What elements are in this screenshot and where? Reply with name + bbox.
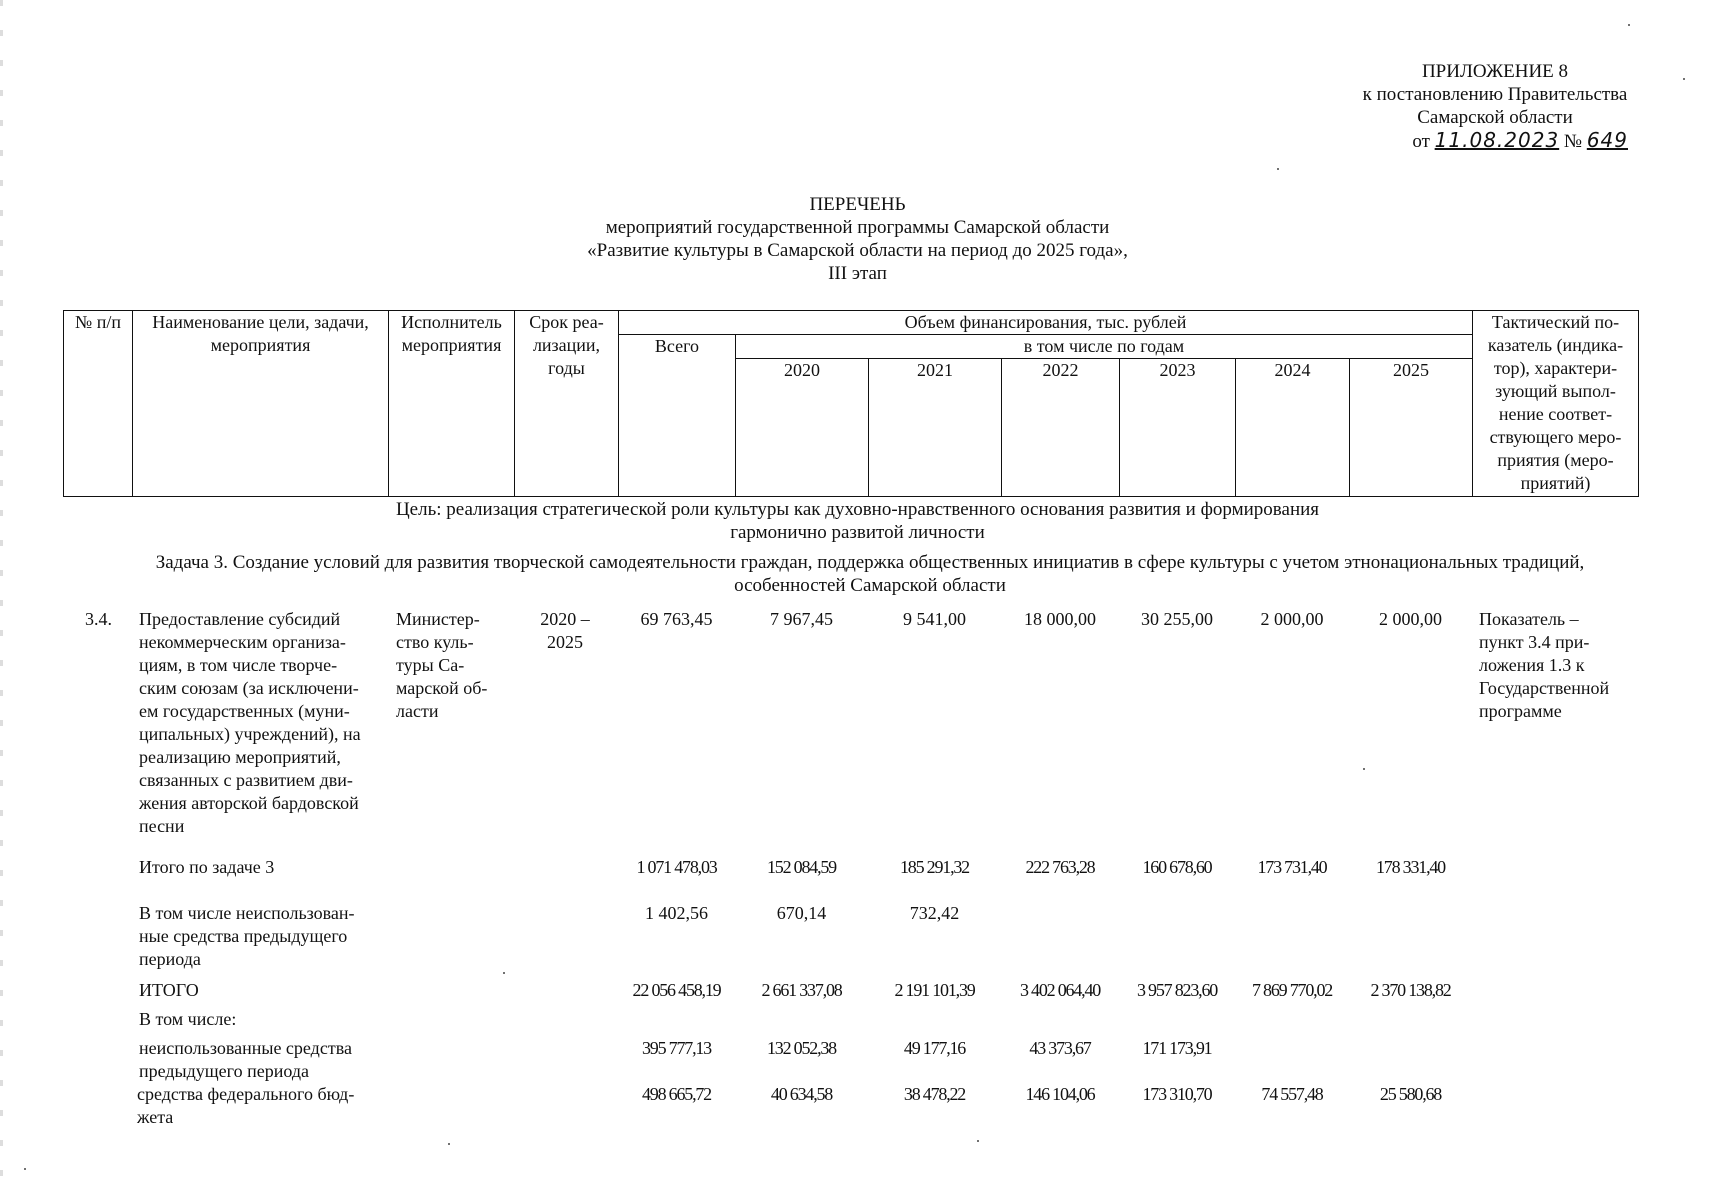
header-period-line: годы	[548, 358, 585, 378]
item-tactic-line: пункт 3.4 при-	[1479, 632, 1590, 652]
task-text	[60, 551, 1680, 597]
header-name-line: Наименование цели, задачи,	[152, 312, 369, 332]
item-executor	[396, 608, 516, 723]
item-name-line: некоммерческим организа-	[139, 632, 346, 652]
header-year: 2021	[869, 359, 1002, 497]
summary-value: 222 763,28	[1025, 857, 1095, 877]
summary-label-line: средства федерального бюд-	[137, 1084, 355, 1104]
number-prefix: №	[1563, 131, 1583, 152]
item-tactic-line: Государственной	[1479, 678, 1610, 698]
header-period-line: лизации,	[532, 335, 601, 355]
item-tactic	[1479, 608, 1659, 723]
goal-line: гармонично развитой личности	[730, 522, 985, 543]
summary-label: ИТОГО	[139, 980, 199, 1000]
summary-label-line: предыдущего периода	[139, 1061, 309, 1081]
item-name-line: ем государственных (муни-	[139, 701, 350, 721]
scan-speck	[1683, 78, 1685, 80]
item-name	[139, 608, 399, 838]
item-executor-line: туры Са-	[396, 655, 465, 675]
summary-label	[139, 902, 399, 971]
header-year: 2020	[736, 359, 869, 497]
summary-value: 171 173,91	[1142, 1038, 1212, 1058]
summary-value: 7 869 770,02	[1251, 980, 1333, 1000]
header-total: Всего	[619, 335, 736, 497]
item-name-line: реализацию мероприятий,	[139, 747, 341, 767]
summary-value: 178 331,40	[1375, 857, 1445, 877]
item-executor-line: ласти	[396, 701, 439, 721]
header-num: № п/п	[64, 311, 133, 497]
scan-speck	[503, 972, 505, 974]
task-line: особенностей Самарской области	[734, 575, 1006, 596]
item-name-line: связанных с развитием дви-	[139, 770, 353, 790]
appendix-line: к постановлению Правительства	[1362, 84, 1628, 105]
date-prefix: от	[1412, 131, 1430, 152]
header-tactic-line: казатель (индика-	[1487, 335, 1624, 355]
appendix-line: Самарской области	[1417, 107, 1573, 128]
scan-edge-artifact	[0, 0, 3, 1200]
header-year: 2022	[1002, 359, 1120, 497]
handwritten-date: 11.08.2023	[1434, 128, 1560, 152]
header-by-years: в том числе по годам	[736, 335, 1473, 359]
item-executor-line: марской об-	[396, 678, 488, 698]
header-table	[63, 310, 1639, 497]
summary-label	[137, 1083, 399, 1129]
summary-value: 173 310,70	[1142, 1084, 1212, 1104]
item-name-line: песни	[139, 816, 185, 836]
summary-label-line: ные средства предыдущего	[139, 926, 348, 946]
title-line: III этап	[828, 263, 887, 284]
summary-value: 160 678,60	[1142, 857, 1212, 877]
header-tactic	[1473, 311, 1639, 497]
scan-speck	[1277, 168, 1279, 170]
item-tactic-line: ложения 1.3 к	[1479, 655, 1585, 675]
summary-value: 1 071 478,03	[636, 857, 717, 877]
title-line: мероприятий государственной программы Самарской области	[605, 217, 1110, 238]
summary-value: 152 084,59	[766, 857, 836, 877]
summary-value: 173 731,40	[1257, 857, 1327, 877]
summary-value: 2 191 101,39	[894, 980, 975, 1000]
item-2025: 2 000,00	[1379, 609, 1442, 629]
summary-value: 43 373,67	[1029, 1038, 1091, 1058]
summary-value: 74 557,48	[1261, 1084, 1323, 1104]
item-name-line: циям, в том числе творче-	[139, 655, 338, 675]
appendix-date-row	[1340, 129, 1650, 153]
header-tactic-line: нение соответ-	[1498, 404, 1613, 424]
summary-label-line: жета	[137, 1107, 174, 1127]
header-funding: Объем финансирования, тыс. рублей	[619, 311, 1473, 335]
summary-value: 3 957 823,60	[1136, 980, 1218, 1000]
header-executor	[389, 311, 515, 497]
summary-value: 670,14	[776, 903, 827, 923]
item-name-line: жения авторской бардовской	[139, 793, 359, 813]
header-tactic-line: тор), характери-	[1493, 358, 1618, 378]
item-period	[515, 608, 615, 654]
summary-value: 2 370 138,82	[1370, 980, 1451, 1000]
item-2024: 2 000,00	[1260, 609, 1324, 629]
appendix-block	[1340, 60, 1650, 153]
header-name	[133, 311, 389, 497]
item-tactic-line: Показатель –	[1479, 609, 1579, 629]
summary-value: 3 402 064,40	[1019, 980, 1101, 1000]
item-name-line: ципальных) учреждений), на	[139, 724, 361, 744]
item-executor-line: ство куль-	[396, 632, 474, 652]
summary-value: 185 291,32	[899, 857, 969, 877]
header-period-line: Срок реа-	[529, 312, 604, 332]
goal-text	[0, 498, 1715, 544]
summary-label: В том числе:	[139, 1009, 237, 1029]
summary-value: 1 402,56	[645, 903, 708, 923]
scan-speck	[1363, 768, 1365, 770]
item-name-line: ским союзам (за исключени-	[139, 678, 359, 698]
goal-line: Цель: реализация стратегической роли культуры как духовно-нравственного основания развития и формирования	[395, 499, 1320, 520]
summary-value: 498 665,72	[641, 1084, 711, 1104]
scan-speck	[448, 1143, 450, 1145]
summary-label-line: В том числе неиспользован-	[139, 903, 355, 923]
item-2021: 9 541,00	[903, 609, 966, 629]
header-tactic-line: Тактический по-	[1491, 312, 1620, 332]
header-tactic-line: приятия (меро-	[1497, 450, 1614, 470]
summary-value: 38 478,22	[903, 1084, 966, 1104]
header-year: 2025	[1350, 359, 1473, 497]
header-executor-line: Исполнитель	[401, 312, 502, 332]
header-period	[515, 311, 619, 497]
scan-speck	[977, 1140, 979, 1142]
item-name-line: Предоставление субсидий	[139, 609, 341, 629]
summary-value: 49 177,16	[903, 1038, 966, 1058]
header-tactic-line: приятий)	[1520, 473, 1591, 493]
header-year: 2024	[1236, 359, 1350, 497]
header-tactic-line: зующий выпол-	[1495, 381, 1616, 401]
header-name-line: мероприятия	[210, 335, 311, 355]
item-2023: 30 255,00	[1141, 609, 1213, 629]
header-year: 2023	[1120, 359, 1236, 497]
scan-speck	[1628, 24, 1630, 26]
item-period-line: 2025	[547, 632, 583, 652]
summary-value: 395 777,13	[641, 1038, 711, 1058]
summary-label-line: периода	[139, 949, 201, 969]
item-tactic-line: программе	[1479, 701, 1562, 721]
document-title	[0, 193, 1715, 285]
summary-value: 146 104,06	[1025, 1084, 1095, 1104]
summary-value: 40 634,58	[770, 1084, 833, 1104]
summary-value: 132 052,38	[766, 1038, 836, 1058]
title-line: «Развитие культуры в Самарской области на период до 2025 года»,	[587, 240, 1128, 261]
summary-label-line: неиспользованные средства	[139, 1038, 352, 1058]
summary-value: 25 580,68	[1379, 1084, 1442, 1104]
summary-value: 732,42	[909, 903, 960, 923]
summary-value: 2 661 337,08	[761, 980, 842, 1000]
summary-label: Итого по задаче 3	[139, 857, 275, 877]
handwritten-number: 649	[1586, 128, 1628, 152]
item-executor-line: Министер-	[396, 609, 480, 629]
task-line: Задача 3. Создание условий для развития творческой самодеятельности граждан, поддержка общественных инициатив в сфере культуры с учетом этнонациональных традиций,	[155, 552, 1585, 573]
header-tactic-line: ствующего меро-	[1489, 427, 1622, 447]
summary-label	[139, 1037, 399, 1083]
item-2022: 18 000,00	[1024, 609, 1096, 629]
item-period-line: 2020 –	[540, 609, 590, 629]
item-2020: 7 967,45	[770, 609, 833, 629]
header-executor-line: мероприятия	[401, 335, 502, 355]
summary-value: 22 056 458,19	[632, 980, 721, 1000]
title-line: ПЕРЕЧЕНЬ	[809, 194, 906, 215]
appendix-title: ПРИЛОЖЕНИЕ 8	[1421, 61, 1569, 82]
item-number: 3.4.	[85, 609, 112, 629]
item-total: 69 763,45	[640, 609, 713, 629]
scan-speck	[24, 1168, 26, 1170]
